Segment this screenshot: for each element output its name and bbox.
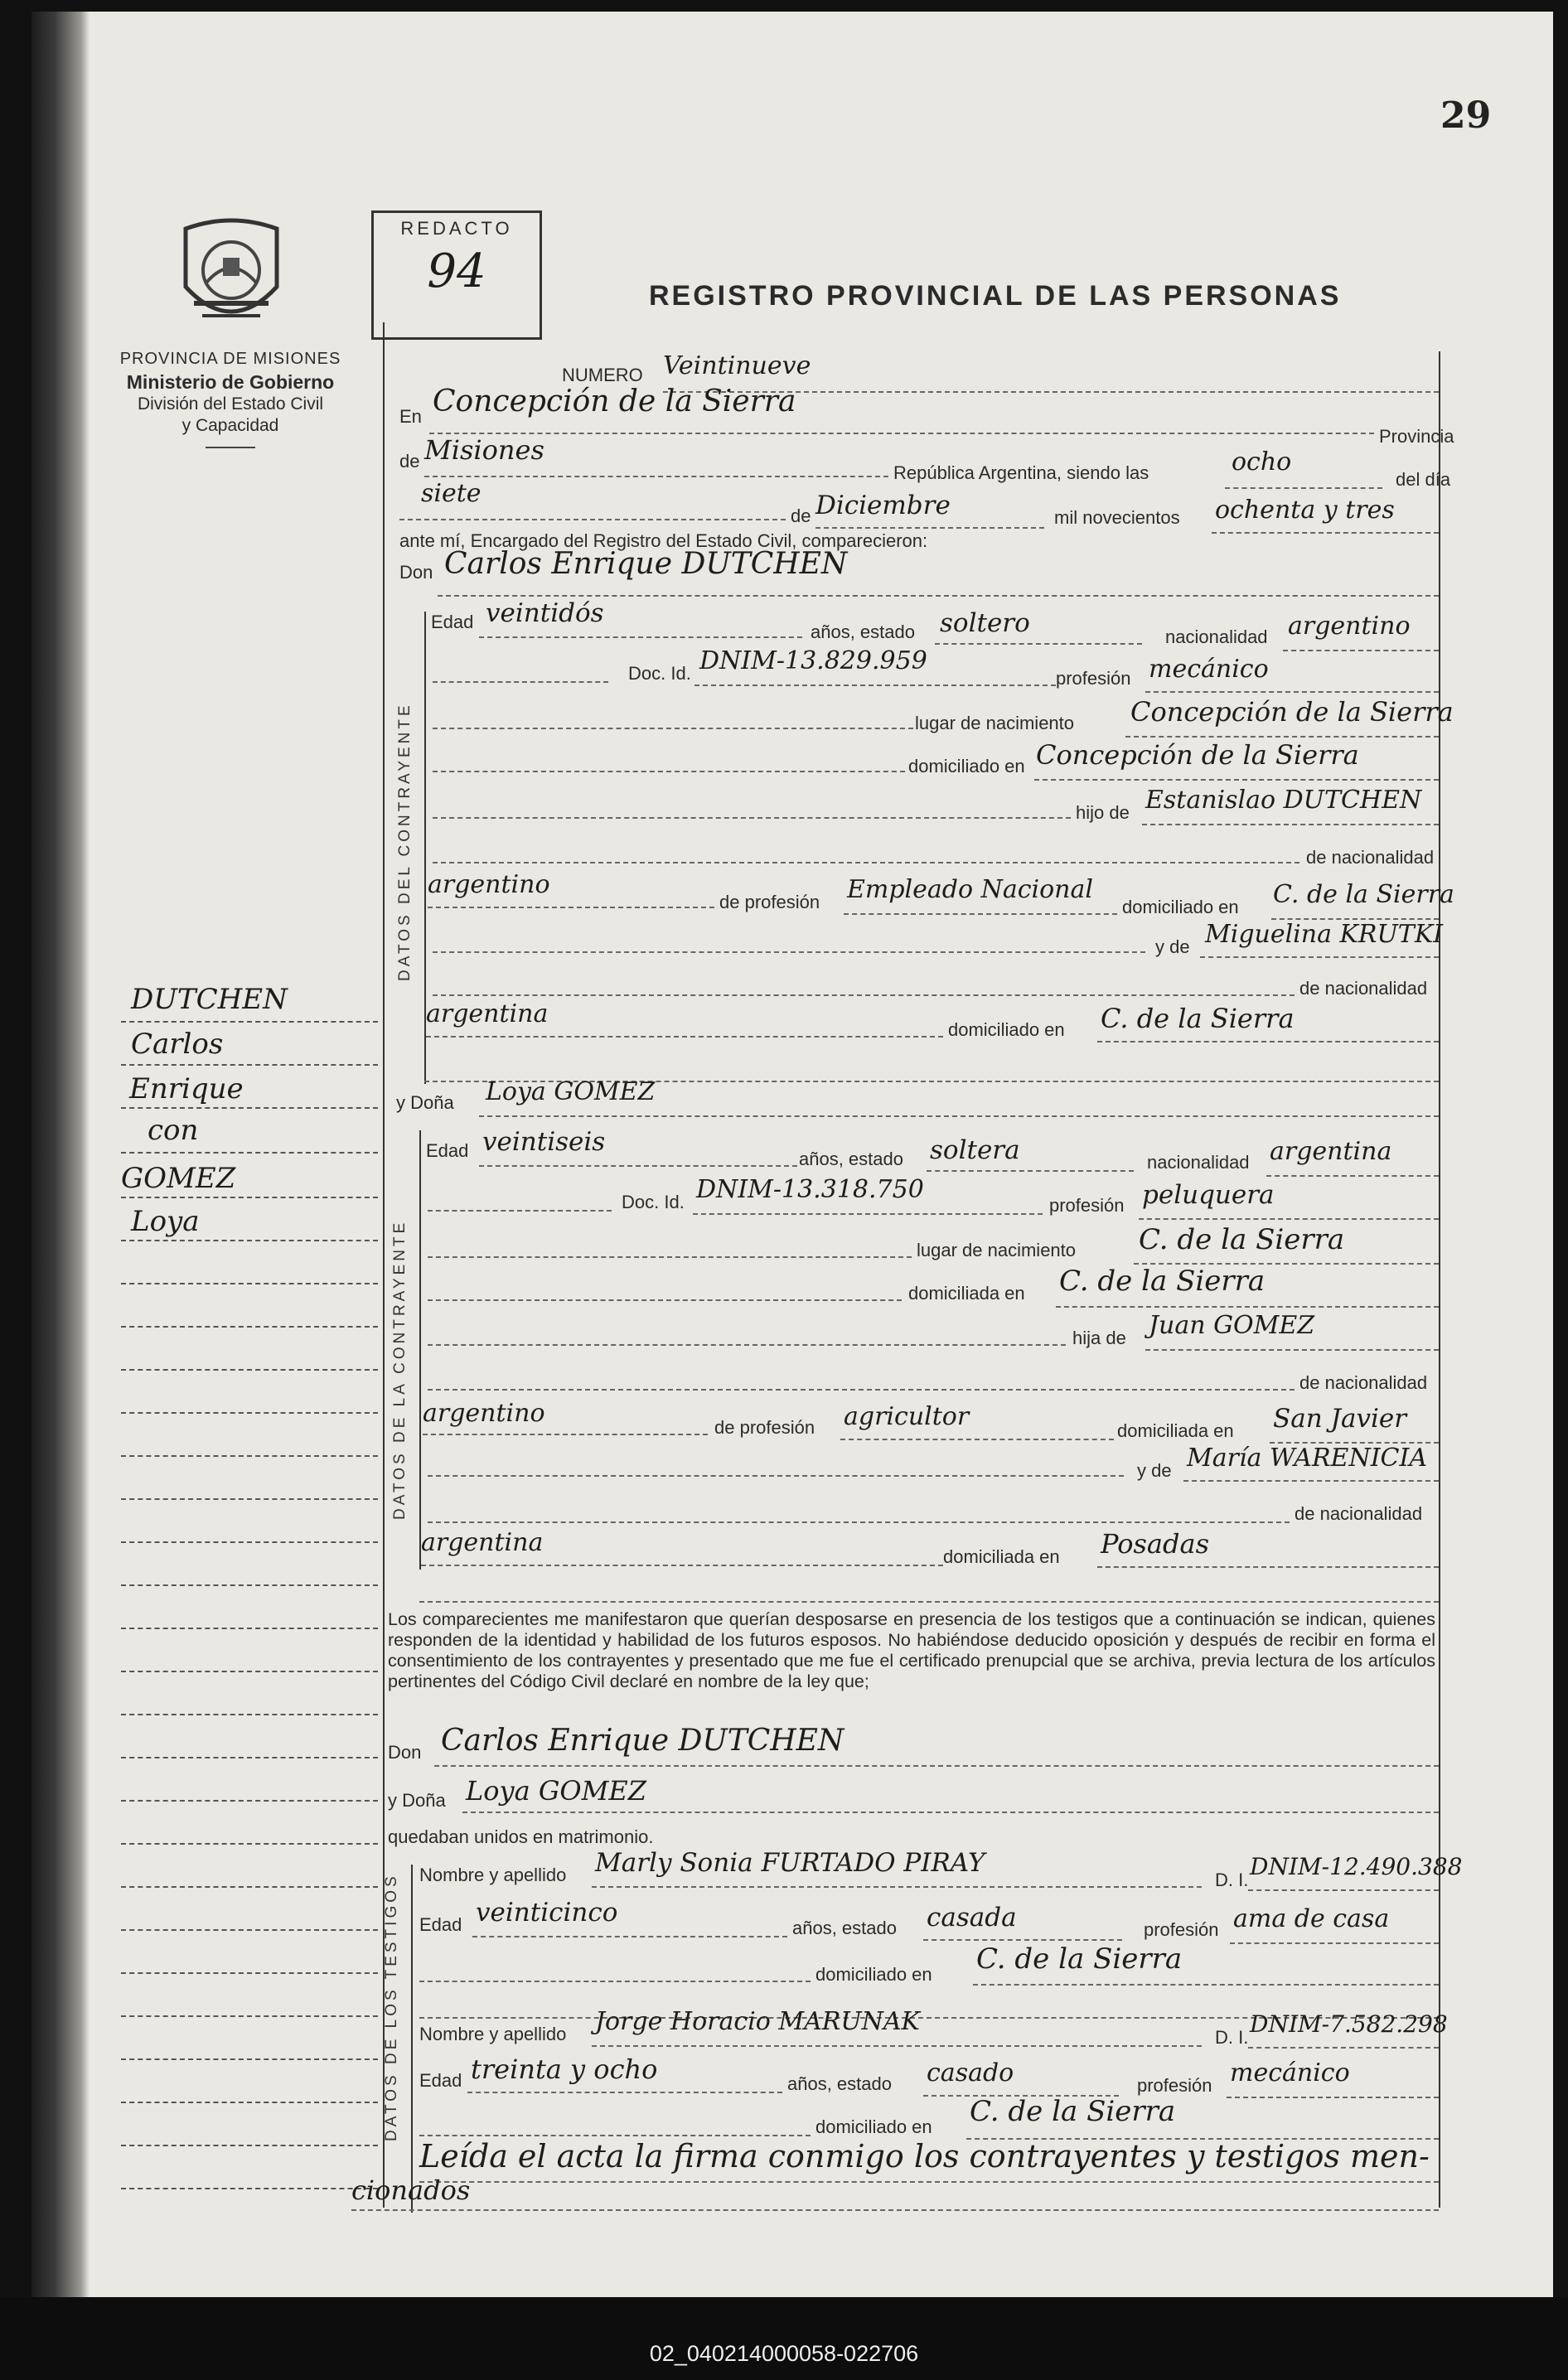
w1-domicilio: C. de la Sierra bbox=[976, 1942, 1183, 1976]
film-footer bbox=[0, 2297, 1568, 2380]
redacto-value: 94 bbox=[427, 244, 486, 298]
don-label: Don bbox=[399, 562, 433, 583]
del-dia-label: del día bbox=[1396, 469, 1451, 490]
numero-value: Veintinueve bbox=[663, 351, 811, 380]
underline bbox=[462, 1812, 1439, 1813]
w2-nombre-label: Nombre y apellido bbox=[419, 2024, 567, 2044]
underline bbox=[351, 2209, 1439, 2211]
groom-section-label: DATOS DEL CONTRAYENTE bbox=[396, 702, 414, 981]
right-rule bbox=[1439, 351, 1440, 2208]
underline bbox=[935, 643, 1142, 645]
underline bbox=[815, 527, 1044, 529]
w1-dom-label: domiciliado en bbox=[815, 1964, 932, 1985]
groom-y-de-label: y de bbox=[1155, 936, 1190, 957]
underline bbox=[433, 771, 905, 772]
underline bbox=[423, 1434, 708, 1435]
bride-nacionalidad: argentina bbox=[1270, 1137, 1392, 1166]
underline bbox=[428, 1210, 612, 1212]
bride-lugar: C. de la Sierra bbox=[1139, 1223, 1345, 1256]
bride-anos-label: años, estado bbox=[799, 1149, 903, 1169]
registry-title: REGISTRO PROVINCIAL DE LAS PERSONAS bbox=[649, 280, 1342, 312]
groom-mother-nac-label: de nacionalidad bbox=[1299, 978, 1428, 999]
underline bbox=[1145, 691, 1439, 693]
groom-mother-dom-label: domiciliado en bbox=[948, 1019, 1065, 1040]
province-value: Misiones bbox=[424, 434, 544, 466]
underline bbox=[840, 1439, 1114, 1440]
bride-de-prof-label: de profesión bbox=[714, 1417, 815, 1438]
month-value: Diciembre bbox=[815, 491, 951, 520]
en-label: En bbox=[399, 406, 422, 427]
underline bbox=[1034, 779, 1439, 781]
bride-doc-label: Doc. Id. bbox=[622, 1192, 685, 1212]
bride-prof-label: profesión bbox=[1049, 1195, 1125, 1216]
underline bbox=[421, 1565, 943, 1566]
margin-line bbox=[121, 1326, 378, 1328]
numero-label: NUMERO bbox=[562, 365, 643, 385]
bride-y-de-label: y de bbox=[1137, 1460, 1172, 1481]
bride-dom-label: domiciliada en bbox=[908, 1283, 1025, 1304]
underline bbox=[428, 1256, 912, 1258]
day-value: siete bbox=[421, 479, 482, 508]
underline bbox=[1283, 650, 1439, 651]
margin-line bbox=[121, 1929, 378, 1931]
groom-father-dom: C. de la Sierra bbox=[1273, 880, 1454, 909]
margin-line bbox=[121, 1197, 378, 1198]
redacto-box bbox=[371, 210, 542, 340]
underline bbox=[426, 1036, 943, 1038]
underline bbox=[1266, 1175, 1439, 1177]
groom-father-nac: argentino bbox=[428, 870, 550, 899]
decl-dona-label: y Doña bbox=[388, 1790, 446, 1811]
decl-groom-name: Carlos Enrique DUTCHEN bbox=[441, 1724, 844, 1758]
w1-anos-label: años, estado bbox=[792, 1918, 897, 1938]
underline bbox=[467, 2092, 782, 2093]
division-label: División del Estado Civil bbox=[137, 394, 324, 414]
underline bbox=[1142, 824, 1439, 825]
bride-nac-label: nacionalidad bbox=[1147, 1152, 1250, 1173]
groom-de-nac-label: de nacionalidad bbox=[1306, 847, 1435, 868]
underline bbox=[399, 519, 786, 520]
underline bbox=[1139, 1218, 1439, 1220]
margin-line bbox=[121, 2102, 378, 2103]
margin-line bbox=[121, 2058, 378, 2060]
groom-de-prof-label: de profesión bbox=[719, 892, 820, 912]
w2-edad-label: Edad bbox=[419, 2070, 462, 2091]
underline bbox=[694, 684, 1056, 686]
margin-note-1: DUTCHEN bbox=[131, 983, 288, 1016]
underline bbox=[428, 1521, 1290, 1523]
republica-label: República Argentina, siendo las bbox=[893, 462, 1149, 483]
margin-line bbox=[121, 1455, 378, 1457]
w1-doc: DNIM-12.490.388 bbox=[1250, 1853, 1463, 1880]
margin-line bbox=[121, 1021, 378, 1023]
bride-mother: María WARENICIA bbox=[1187, 1444, 1428, 1473]
underline bbox=[1200, 956, 1439, 958]
w1-edad-label: Edad bbox=[419, 1914, 462, 1935]
w2-prof-label: profesión bbox=[1137, 2075, 1212, 2096]
underline bbox=[428, 1299, 902, 1301]
underline bbox=[479, 1165, 797, 1167]
bride-section-label: DATOS DE LA CONTRAYENTE bbox=[391, 1219, 409, 1520]
declaration-paragraph: Los comparecientes me manifestaron que querían desposarse en presencia de los testigos que a continuación se indican, quienes responden de la identidad y habilidad de los futuros esposos. No habiéndose deducido oposición y después de recibir en forma el consentimiento de los contrayentes y presentado que me fue el certificado prenupcial que se archiva, previa lectura de los artículos pertinentes del Código Civil declaré en nombre de la ley que; bbox=[388, 1609, 1435, 1691]
groom-estado: soltero bbox=[940, 608, 1030, 638]
bride-mother-nac: argentina bbox=[421, 1528, 544, 1557]
groom-nacionalidad: argentino bbox=[1288, 612, 1411, 641]
groom-profesion: mecánico bbox=[1149, 655, 1269, 684]
margin-line bbox=[121, 1412, 378, 1414]
decl-don-label: Don bbox=[388, 1742, 422, 1763]
document-page bbox=[31, 12, 1553, 2297]
margin-line bbox=[121, 1064, 378, 1066]
bride-father: Juan GOMEZ bbox=[1149, 1311, 1315, 1340]
w2-dom-label: domiciliado en bbox=[815, 2116, 932, 2137]
witness-section-rule bbox=[411, 1865, 413, 2213]
bride-edad: veintiseis bbox=[482, 1127, 606, 1157]
province-label: PROVINCIA DE MISIONES bbox=[119, 350, 341, 368]
w2-anos-label: años, estado bbox=[787, 2073, 892, 2094]
bride-hija-label: hija de bbox=[1072, 1328, 1126, 1348]
underline bbox=[419, 1981, 811, 1982]
hour-value: ocho bbox=[1232, 447, 1292, 476]
margin-note-3: Enrique bbox=[129, 1072, 244, 1105]
w2-doc: DNIM-7.582.298 bbox=[1250, 2010, 1448, 2038]
margin-line bbox=[121, 1757, 378, 1758]
decl-bride-name: Loya GOMEZ bbox=[466, 1775, 646, 1807]
margin-line bbox=[121, 2145, 378, 2146]
bride-dona-label: y Doña bbox=[396, 1092, 454, 1113]
underline bbox=[923, 1939, 1122, 1941]
year-value: ochenta y tres bbox=[1215, 496, 1395, 525]
groom-mother-dom: C. de la Sierra bbox=[1101, 1003, 1295, 1034]
margin-line bbox=[121, 2188, 378, 2189]
margin-line bbox=[121, 1800, 378, 1802]
underline bbox=[1248, 1889, 1439, 1891]
mil-label: mil novecientos bbox=[1054, 507, 1180, 528]
margin-line bbox=[121, 1886, 378, 1888]
margin-note-4: con bbox=[148, 1114, 199, 1147]
underline bbox=[1097, 1041, 1439, 1042]
margin-line bbox=[121, 1369, 378, 1371]
groom-prof-label: profesión bbox=[1056, 668, 1131, 689]
margin-line bbox=[121, 1671, 378, 1672]
groom-doc-label: Doc. Id. bbox=[628, 663, 691, 684]
bride-mother-dom-label: domiciliada en bbox=[943, 1546, 1060, 1567]
underline bbox=[1097, 1566, 1439, 1568]
underline bbox=[433, 951, 1145, 953]
margin-line bbox=[121, 1843, 378, 1845]
film-reference: 02_040214000058-022706 bbox=[649, 2341, 919, 2366]
underline bbox=[472, 1936, 787, 1937]
underline bbox=[433, 817, 1071, 819]
book-spine bbox=[31, 12, 90, 2297]
provincia-label: Provincia bbox=[1379, 426, 1454, 447]
w1-nombre-label: Nombre y apellido bbox=[419, 1865, 567, 1885]
margin-note-5: GOMEZ bbox=[121, 1162, 236, 1195]
underline bbox=[428, 1475, 1124, 1477]
division-label-2: y Capacidad bbox=[181, 416, 279, 435]
closing-line-2: cionados bbox=[351, 2174, 471, 2206]
underline bbox=[1225, 487, 1382, 489]
underline bbox=[433, 728, 913, 729]
bride-estado: soltera bbox=[930, 1135, 1020, 1165]
underline bbox=[428, 1344, 1066, 1346]
underline bbox=[438, 595, 1439, 597]
groom-domicilio: Concepción de la Sierra bbox=[1036, 739, 1359, 771]
groom-mother-nac: argentina bbox=[426, 999, 549, 1028]
margin-line bbox=[121, 1498, 378, 1500]
w2-profesion: mecánico bbox=[1230, 2058, 1350, 2087]
underline bbox=[1183, 1480, 1439, 1482]
w1-edad: veinticinco bbox=[476, 1898, 618, 1928]
province-seal bbox=[177, 212, 285, 339]
groom-lugar-label: lugar de nacimiento bbox=[915, 713, 1075, 733]
underline bbox=[424, 476, 888, 477]
bride-mother-dom: Posadas bbox=[1101, 1528, 1209, 1560]
header-divider bbox=[206, 447, 255, 448]
underline bbox=[1145, 1349, 1439, 1351]
quedaban-text: quedaban unidos en matrimonio. bbox=[388, 1826, 654, 1847]
margin-line bbox=[121, 1584, 378, 1586]
underline bbox=[429, 433, 1374, 434]
groom-lugar: Concepción de la Sierra bbox=[1130, 696, 1454, 728]
underline bbox=[973, 1984, 1439, 1986]
margin-line bbox=[121, 1972, 378, 1974]
w2-estado: casado bbox=[927, 2058, 1014, 2087]
groom-father-prof: Empleado Nacional bbox=[847, 875, 1093, 904]
underline bbox=[693, 1213, 1043, 1215]
bride-profesion: peluquera bbox=[1142, 1180, 1275, 1210]
w1-profesion: ama de casa bbox=[1233, 1904, 1390, 1933]
underline bbox=[428, 907, 714, 908]
margin-line bbox=[121, 1714, 378, 1715]
witness-section-label: DATOS DE LOS TESTIGOS bbox=[383, 1873, 400, 2141]
margin-line bbox=[121, 1152, 378, 1154]
groom-doc: DNIM-13.829.959 bbox=[699, 646, 927, 675]
margin-line bbox=[121, 1107, 378, 1109]
underline bbox=[1248, 2047, 1439, 2049]
groom-dom-label: domiciliado en bbox=[908, 756, 1025, 776]
underline bbox=[592, 1886, 1202, 1888]
groom-hijo-label: hijo de bbox=[1076, 802, 1130, 823]
underline bbox=[433, 862, 1299, 863]
groom-edad: veintidós bbox=[486, 598, 604, 628]
underline bbox=[1125, 736, 1439, 738]
underline bbox=[428, 1389, 1295, 1391]
bride-mother-nac-label: de nacionalidad bbox=[1295, 1503, 1423, 1524]
w2-edad: treinta y ocho bbox=[471, 2053, 658, 2085]
place-value: Concepción de la Sierra bbox=[433, 385, 796, 418]
bride-domicilio: C. de la Sierra bbox=[1059, 1265, 1266, 1298]
w2-d-label: D. I. bbox=[1215, 2027, 1249, 2048]
bride-father-dom-label: domiciliada en bbox=[1117, 1420, 1234, 1441]
underline bbox=[1056, 1306, 1439, 1308]
underline bbox=[1227, 2097, 1439, 2098]
bride-father-prof: agricultor bbox=[844, 1402, 970, 1431]
groom-anos-label: años, estado bbox=[811, 622, 915, 642]
w1-d-label: D. I. bbox=[1215, 1870, 1249, 1890]
underline bbox=[479, 636, 802, 638]
groom-edad-label: Edad bbox=[431, 612, 474, 632]
w2-name: Jorge Horacio MARUNAK bbox=[595, 2007, 920, 2036]
underline bbox=[433, 681, 608, 683]
underline bbox=[419, 1601, 1439, 1603]
underline bbox=[1212, 532, 1439, 534]
bride-section-rule bbox=[419, 1130, 421, 1570]
underline bbox=[927, 1170, 1134, 1172]
redacto-label: REDACTO bbox=[400, 218, 513, 239]
groom-father-dom-label: domiciliado en bbox=[1122, 897, 1239, 917]
ante-label: ante mí, Encargado del Registro del Estado Civil, comparecieron: bbox=[399, 530, 928, 551]
underline bbox=[592, 2045, 1202, 2047]
closing-line-1: Leída el acta la firma conmigo los contrayentes y testigos men- bbox=[419, 2138, 1430, 2174]
underline bbox=[1230, 1942, 1439, 1944]
underline bbox=[419, 2181, 1439, 2183]
w1-prof-label: profesión bbox=[1144, 1919, 1219, 1940]
de-label-2: de bbox=[791, 506, 811, 526]
margin-line bbox=[121, 1283, 378, 1284]
bride-lugar-label: lugar de nacimiento bbox=[917, 1240, 1077, 1260]
w2-domicilio: C. de la Sierra bbox=[970, 2095, 1176, 2128]
w1-estado: casada bbox=[927, 1903, 1017, 1933]
margin-line bbox=[121, 1628, 378, 1629]
w1-name: Marly Sonia FURTADO PIRAY bbox=[595, 1848, 985, 1878]
ministry-label: Ministerio de Gobierno bbox=[126, 371, 335, 393]
de-label: de bbox=[399, 451, 420, 472]
underline bbox=[433, 994, 1295, 996]
bride-doc: DNIM-13.318.750 bbox=[696, 1175, 924, 1204]
bride-father-dom: San Javier bbox=[1273, 1404, 1407, 1434]
bride-name: Loya GOMEZ bbox=[486, 1077, 656, 1106]
margin-line bbox=[121, 1240, 378, 1241]
margin-line bbox=[121, 2015, 378, 2017]
underline bbox=[479, 1115, 1439, 1117]
margin-note-6: Loya bbox=[131, 1205, 200, 1238]
underline bbox=[844, 913, 1117, 915]
groom-father: Estanislao DUTCHEN bbox=[1145, 786, 1422, 815]
underline bbox=[434, 1765, 1439, 1767]
bride-father-nac: argentino bbox=[423, 1399, 545, 1428]
margin-note-2: Carlos bbox=[131, 1028, 224, 1061]
page-number: 29 bbox=[1440, 94, 1492, 137]
groom-mother: Miguelina KRUTKI bbox=[1205, 920, 1444, 949]
groom-name: Carlos Enrique DUTCHEN bbox=[444, 547, 848, 581]
bride-edad-label: Edad bbox=[426, 1140, 469, 1161]
underline bbox=[419, 2135, 811, 2136]
margin-line bbox=[121, 1541, 378, 1543]
groom-nac-label: nacionalidad bbox=[1165, 626, 1268, 647]
bride-de-nac-label: de nacionalidad bbox=[1299, 1372, 1428, 1393]
